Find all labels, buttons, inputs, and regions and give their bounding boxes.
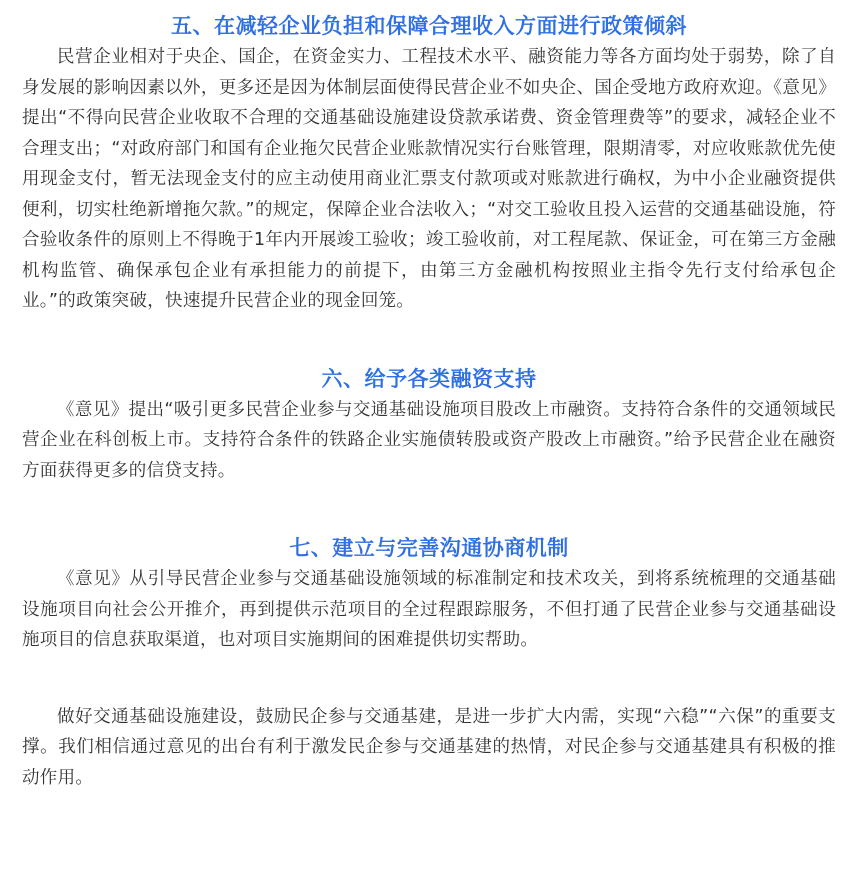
section-5-heading: 五、在减轻企业负担和保障合理收入方面进行政策倾斜 bbox=[171, 14, 687, 38]
spacer bbox=[22, 656, 836, 702]
section-6-paragraph: 《意见》提出“吸引更多民营企业参与交通基础设施项目股改上市融资。支持符合条件的交通领域民营企业在科创板上市。支持符合条件的铁路企业实施债转股或资产股改上市融资。”给予民营企业在融资方面获得更多的信贷支持。 bbox=[22, 399, 836, 481]
spacer bbox=[22, 486, 836, 532]
section-7-heading: 七、建立与完善沟通协商机制 bbox=[289, 536, 569, 560]
section-5-paragraph: 民营企业相对于央企、国企，在资金实力、工程技术水平、融资能力等各方面均处于弱势，除了自身发展的影响因素以外，更多还是因为体制层面使得民营企业不如央企、国企受地方政府欢迎。《意见》提出“不得向民营企业收取不合理的交通基础设施建设贷款承诺费、资金管理费等”的要求，减轻企业不合理支出；“对政府部门和国有企业拖欠民营企业账款情况实行台账管理，限期清零，对应收账款优先使用现金支付，暂无法现金支付的应主动使用商业汇票支付款项或对账款进行确权，为中小企业融资提供便利，切实杜绝新增拖欠款。”的规定，保障企业合法收入；“对交工验收且投入运营的交通基础设施，符合验收条件的原则上不得晚于1年内开展竣工验收；竣工验收前，对工程尾款、保证金，可在第三方金融机构监管、确保承包企业有承担能力的前提下，由第三方金融机构按照业主指令先行支付给承包企业。”的政策突破，快速提升民营企业的现金回笼。 bbox=[22, 47, 836, 311]
section-6-heading: 六、给予各类融资支持 bbox=[321, 366, 537, 391]
spacer bbox=[22, 317, 836, 363]
closing-paragraph: 做好交通基础设施建设，鼓励民企参与交通基建，是进一步扩大内需，实现“六稳”“六保”的重要支撑。我们相信通过意见的出台有利于激发民企参与交通基建的热情，对民企参与交通基建具有积极的推动作用。 bbox=[22, 706, 836, 788]
section-7-paragraph: 《意见》从引导民营企业参与交通基础设施领域的标准制定和技术攻关，到将系统梳理的交通基础设施项目向社会公开推介，再到提供示范项目的全过程跟踪服务，不但打通了民营企业参与交通基础设施项目的信息获取渠道，也对项目实施期间的困难提供切实帮助。 bbox=[22, 569, 836, 650]
